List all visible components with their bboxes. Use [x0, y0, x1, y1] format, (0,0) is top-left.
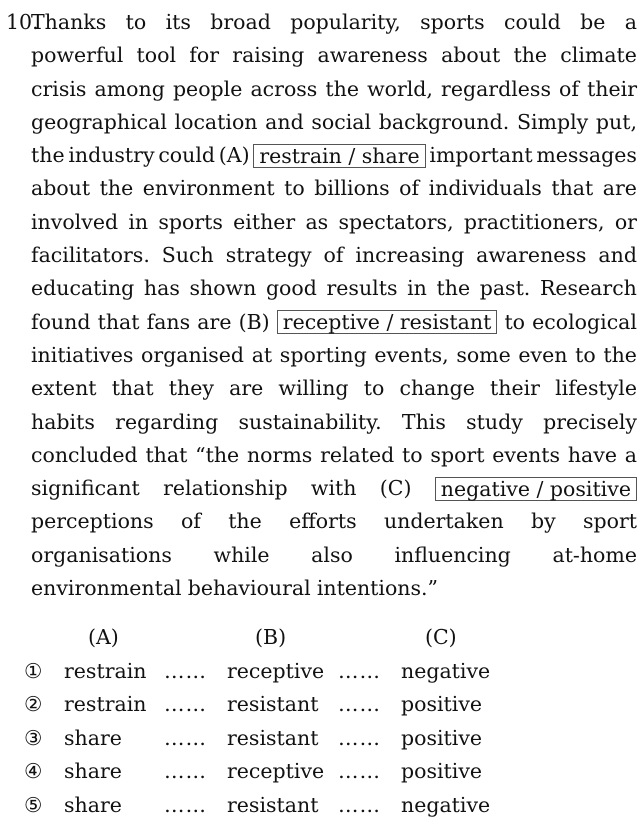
- passage-word: sporting: [279, 342, 367, 367]
- passage-word: organisations: [31, 542, 172, 567]
- passage-word: at-home: [552, 542, 637, 567]
- choice-dots: ……: [338, 792, 381, 817]
- choice-b: resistant: [227, 792, 319, 817]
- choice-dots: ……: [338, 658, 381, 683]
- passage-word: the: [325, 76, 359, 101]
- choice-row[interactable]: [0, 722, 643, 756]
- passage-word: or: [614, 209, 637, 234]
- choice-dots: ……: [164, 792, 207, 817]
- passage-word: are: [197, 309, 232, 334]
- passage-word: perceptions: [31, 509, 154, 534]
- passage-line: [31, 505, 637, 538]
- passage-word: that: [551, 176, 594, 201]
- passage-word: billions: [314, 176, 390, 201]
- passage-word: that: [145, 442, 188, 467]
- passage-word: they: [168, 376, 214, 401]
- passage-word: events: [492, 442, 561, 467]
- passage-line: [31, 339, 637, 372]
- passage-word: by: [530, 509, 556, 534]
- passage-word: messages: [536, 143, 637, 168]
- passage-word: to: [363, 376, 385, 401]
- passage-word: location: [174, 109, 258, 134]
- passage-word: the: [603, 342, 637, 367]
- passage-word: spectators,: [338, 209, 454, 234]
- passage-word: environment: [142, 176, 275, 201]
- answer-choices: [0, 621, 643, 822]
- choice-c: negative: [401, 658, 491, 683]
- passage-word: found: [31, 309, 91, 334]
- header-a: (A): [88, 625, 119, 649]
- choice-c: positive: [401, 725, 483, 750]
- passage-word: important: [429, 143, 533, 168]
- passage-word: be: [580, 10, 606, 34]
- passage-word: intentions.”: [316, 576, 439, 601]
- passage-word: a: [624, 10, 637, 34]
- header-c: (C): [425, 625, 457, 649]
- header-b: (B): [255, 625, 287, 649]
- passage-word: Thanks: [31, 10, 107, 34]
- choice-b: resistant: [227, 692, 319, 716]
- choice-number: ②: [24, 692, 43, 716]
- passage-word: precisely: [543, 409, 637, 434]
- passage-word: to: [504, 309, 526, 334]
- choice-c: positive: [401, 692, 483, 716]
- choice-number: ③: [24, 725, 43, 750]
- passage-word: organised: [141, 342, 245, 367]
- passage-word: for: [189, 43, 220, 68]
- choice-b: receptive: [227, 759, 325, 783]
- choice-b: receptive: [227, 658, 325, 683]
- passage-word: the: [228, 509, 262, 534]
- passage-line: [31, 6, 637, 39]
- passage-word: (C): [379, 476, 412, 501]
- choice-a: restrain: [64, 692, 147, 716]
- passage-word: sport: [582, 509, 637, 534]
- passage-word: people: [172, 76, 243, 101]
- boxed-option: negative / positive: [435, 477, 637, 501]
- passage-line: [31, 372, 637, 405]
- passage-word: in: [407, 276, 427, 301]
- choice-row[interactable]: [0, 655, 643, 689]
- passage-word: that: [111, 376, 154, 401]
- passage-word: that: [97, 309, 140, 334]
- passage-word: are: [229, 376, 264, 401]
- passage-word: and: [598, 243, 637, 268]
- passage-word: of: [180, 509, 201, 534]
- passage-line: [31, 472, 637, 505]
- passage-word: tool: [136, 43, 177, 68]
- boxed-option: restrain / share: [253, 144, 425, 168]
- passage-word: increasing: [355, 243, 465, 268]
- passage-word: Research: [539, 276, 637, 301]
- passage-word: to: [575, 342, 596, 367]
- passage-word: world,: [367, 76, 433, 101]
- passage-word: change: [399, 376, 475, 401]
- passage-word: undertaken: [383, 509, 504, 534]
- passage-word: the: [513, 43, 548, 68]
- passage-word: either: [233, 209, 296, 234]
- passage-word: with: [310, 476, 357, 501]
- passage-word: willing: [278, 376, 349, 401]
- passage-line: [31, 439, 637, 472]
- passage-word: broad: [210, 10, 271, 34]
- passage-word: and: [265, 109, 304, 134]
- passage-word: crisis: [31, 76, 87, 101]
- passage-word: habits: [31, 409, 95, 434]
- question-number: 10.: [6, 10, 39, 34]
- passage-word: events,: [374, 342, 449, 367]
- passage-word: of: [399, 176, 420, 201]
- passage-word: their: [587, 76, 637, 101]
- passage-word: among: [94, 76, 165, 101]
- passage-line: [31, 106, 637, 139]
- choice-row[interactable]: [0, 688, 643, 722]
- passage-line: [31, 306, 637, 339]
- passage-word: environmental: [31, 576, 182, 601]
- passage-word: regardless: [441, 76, 551, 101]
- choice-a: share: [64, 759, 122, 783]
- passage-word: influencing: [394, 542, 511, 567]
- passage-word: sports: [420, 10, 485, 34]
- passage-line: [31, 39, 637, 72]
- passage-word: of: [559, 76, 579, 101]
- passage-word: lifestyle: [555, 376, 637, 401]
- passage-word: Such: [161, 243, 214, 268]
- passage-word: background.: [378, 109, 510, 134]
- choice-dots: ……: [164, 658, 207, 683]
- choice-dots: ……: [338, 692, 381, 716]
- passage-word: geographical: [31, 109, 167, 134]
- passage-word: (B): [238, 309, 270, 334]
- passage-word: across: [250, 76, 318, 101]
- passage-word: practitioners,: [463, 209, 605, 234]
- passage-word: efforts: [289, 509, 357, 534]
- passage-word: their: [490, 376, 540, 401]
- passage-word: the: [99, 176, 134, 201]
- choice-dots: ……: [338, 725, 381, 750]
- passage-word: even: [518, 342, 568, 367]
- passage-word: results: [326, 276, 398, 301]
- passage-word: awareness: [317, 43, 428, 68]
- choice-row[interactable]: [0, 789, 643, 823]
- passage: [31, 6, 637, 605]
- passage-line: [31, 239, 637, 272]
- passage-word: individuals: [428, 176, 542, 201]
- choice-a: share: [64, 725, 122, 750]
- choice-number: ⑤: [24, 792, 43, 817]
- passage-word: climate: [560, 43, 637, 68]
- passage-word: shown: [189, 276, 257, 301]
- passage-word: to: [284, 176, 305, 201]
- passage-word: social: [311, 109, 372, 134]
- passage-word: powerful: [31, 43, 124, 68]
- passage-word: sport: [430, 442, 485, 467]
- passage-line: [31, 539, 637, 572]
- choice-c: positive: [401, 759, 483, 783]
- choice-c: negative: [401, 792, 491, 817]
- passage-line: [31, 73, 637, 106]
- passage-line: [31, 206, 637, 239]
- passage-word: facilitators.: [31, 243, 150, 268]
- passage-word: sports: [158, 209, 223, 234]
- passage-word: initiatives: [31, 342, 134, 367]
- passage-word: relationship: [163, 476, 288, 501]
- passage-word: awareness: [476, 243, 587, 268]
- passage-line: [31, 172, 637, 205]
- passage-word: norms: [246, 442, 313, 467]
- passage-word: sustainability.: [238, 409, 382, 434]
- choice-b: resistant: [227, 725, 319, 750]
- passage-word: fans: [146, 309, 191, 334]
- passage-word: regarding: [115, 409, 219, 434]
- passage-word: concluded: [31, 442, 138, 467]
- passage-word: at: [251, 342, 273, 367]
- choice-dots: ……: [164, 725, 207, 750]
- passage-word: are: [602, 176, 637, 201]
- passage-word: behavioural: [187, 576, 311, 601]
- passage-line: [31, 406, 637, 439]
- passage-word: extent: [31, 376, 97, 401]
- passage-word: have: [567, 442, 617, 467]
- passage-line: [31, 572, 637, 605]
- choice-dots: ……: [164, 692, 207, 716]
- passage-word: This: [401, 409, 446, 434]
- passage-word: “the: [195, 442, 240, 467]
- passage-word: past.: [479, 276, 531, 301]
- passage-word: in: [128, 209, 149, 234]
- choice-row[interactable]: [0, 755, 643, 789]
- passage-word: related: [320, 442, 395, 467]
- passage-word: educating: [31, 276, 135, 301]
- passage-word: as: [305, 209, 329, 234]
- passage-word: also: [311, 542, 353, 567]
- passage-word: industry: [68, 143, 155, 168]
- passage-line: [31, 139, 637, 172]
- passage-word: the: [436, 276, 471, 301]
- passage-word: raising: [232, 43, 305, 68]
- passage-word: good: [265, 276, 317, 301]
- choice-number: ①: [24, 658, 43, 683]
- passage-word: some: [456, 342, 511, 367]
- passage-word: about: [31, 176, 91, 201]
- passage-word: could: [158, 143, 216, 168]
- passage-word: its: [165, 10, 191, 34]
- passage-word: significant: [31, 476, 140, 501]
- passage-word: Simply: [516, 109, 589, 134]
- passage-word: study: [466, 409, 523, 434]
- passage-word: to: [125, 10, 147, 34]
- choice-a: share: [64, 792, 122, 817]
- choice-a: restrain: [64, 658, 147, 683]
- choice-header-row: [0, 621, 643, 655]
- choice-dots: ……: [164, 759, 207, 783]
- passage-word: has: [143, 276, 180, 301]
- passage-word: about: [441, 43, 501, 68]
- passage-word: ecological: [532, 309, 637, 334]
- passage-word: strategy: [225, 243, 312, 268]
- choice-number: ④: [24, 759, 43, 783]
- passage-word: could: [504, 10, 561, 34]
- passage-word: while: [213, 542, 270, 567]
- passage-word: (A): [218, 143, 250, 168]
- passage-word: the: [31, 143, 65, 168]
- passage-word: to: [402, 442, 423, 467]
- passage-line: [31, 272, 637, 305]
- passage-word: put,: [595, 109, 637, 134]
- passage-word: involved: [31, 209, 119, 234]
- passage-word: a: [624, 442, 637, 467]
- choice-dots: ……: [338, 759, 381, 783]
- boxed-option: receptive / resistant: [277, 310, 498, 334]
- passage-word: of: [323, 243, 344, 268]
- passage-word: popularity,: [290, 10, 401, 34]
